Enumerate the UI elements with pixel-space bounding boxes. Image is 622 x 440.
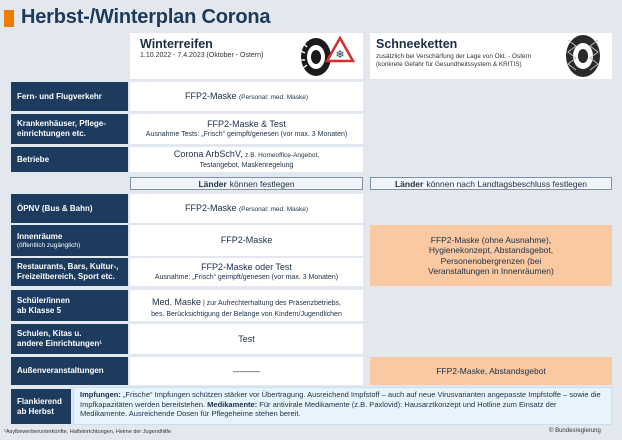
row-label-text: Fern- und Flugverkehr	[17, 91, 102, 101]
copyright: © Bundesregierung	[549, 428, 601, 434]
row-label-text: Krankenhäuser, Pflege-	[17, 119, 106, 128]
rule-text: FFP2-Maske & Test	[207, 119, 286, 129]
footnote: ¹Asylbewerberunterkünfte, Hafteinrichtungen, Heime der Jugendhilfe	[4, 429, 171, 435]
cell-fernverkehr-winter	[130, 82, 363, 111]
winterreifen-title: Winterreifen	[140, 37, 213, 51]
svg-text:❄: ❄	[335, 48, 345, 61]
row-label-text: ÖPNV (Bus & Bahn)	[17, 203, 93, 213]
row-label-text: Flankierend	[17, 396, 62, 406]
rule-note: z.B. Homeoffice-Angebot,	[245, 152, 320, 159]
row-label-fernverkehr	[11, 82, 128, 111]
row-label-text: Restaurants, Bars, Kultur-,	[17, 262, 119, 271]
laender-text: können festlegen	[229, 178, 295, 189]
impfungen-text: „Frische“ Impfungen schützen stärker vor Übertragung. Ausreichend Impfstoff – auch auf neue Virusvarianten angepasste Impfstoffe – sowie die Impfkapazitäten werden bereitstehen.	[80, 390, 601, 409]
cell-schulen-winter	[130, 324, 363, 354]
rule-note: Testangebot, Maskenregelung	[199, 162, 294, 169]
laender-schneeketten-banner	[370, 177, 612, 190]
cell-restaurants-winter	[130, 258, 363, 286]
row-label-schulen	[11, 324, 128, 354]
medikamente-text: Für antivirale Medikamente (z.B. Paxlovid): Hausarztkonzept und Hotline zum Einsatz der Medikamente. Ausreichende Dosen für Pflegeheime stehen bereit.	[80, 399, 557, 418]
rule-text: Test	[238, 333, 255, 344]
title-accent-bar	[4, 10, 14, 27]
cell-krankenhaeuser-winter	[130, 114, 363, 144]
row-label-krankenhaeuser	[11, 114, 128, 144]
schneeketten-subtitle-line1: zusätzlich bei Verschärfung der Lage von Okt. - Ostern	[376, 53, 532, 60]
snow-chain-tire-icon	[558, 34, 608, 78]
flankierend-text-box	[73, 387, 612, 425]
laender-bold: Länder	[198, 178, 227, 189]
schneeketten-title: Schneeketten	[376, 37, 458, 51]
rule-note: | zur Aufrechterhaltung des Präsenzbetriebs,	[201, 300, 341, 307]
rule-text: Corona ArbSchV,	[173, 149, 243, 159]
winterreifen-subtitle: 1.10.2022 - 7.4.2023 (Oktober - Ostern)	[140, 52, 264, 59]
winterreifen-header	[130, 33, 363, 79]
rule-note: Ausnahme Tests: „Frisch“ geimpft/genesen (vor max. 3 Monaten)	[145, 131, 348, 138]
row-label-text: Schüler/innen	[17, 295, 70, 305]
rule-text: FFP2-Maske	[184, 202, 237, 213]
rule-note: (Personal: med. Maske)	[239, 205, 309, 213]
laender-text: können nach Landtagsbeschluss festlegen	[426, 178, 588, 189]
schneeketten-rule-line: Veranstaltungen in Innenräumen)	[428, 266, 554, 276]
cell-betriebe-winter	[130, 147, 363, 172]
schneeketten-header	[370, 33, 612, 79]
rule-text: Med. Maske	[152, 297, 202, 307]
schneeketten-rule-line: Personenobergrenzen (bei	[440, 255, 542, 266]
row-label-text: Betriebe	[17, 154, 50, 164]
row-label-text: Freizeitbereich, Sport etc.	[17, 272, 115, 281]
rule-note: (Personal: med. Maske)	[239, 93, 309, 101]
row-label-aussenveranstaltungen	[11, 357, 128, 385]
rule-text: FFP2-Maske	[184, 90, 237, 101]
schneeketten-rule-line: Hygienekonzept, Abstandsgebot,	[428, 245, 554, 255]
row-label-innenraeume	[11, 225, 128, 256]
rule-note: Ausnahme: „Frisch“ geimpft/genesen (vor max. 3 Monaten)	[154, 274, 339, 281]
rule-note: bes. Berücksichtigung der Belange von Kindern/Jugendlichen	[151, 311, 342, 318]
schneeketten-aussen-cell	[370, 357, 612, 385]
page-title: Herbst-/Winterplan Corona	[21, 6, 271, 28]
rule-text: FFP2-Maske	[220, 235, 273, 245]
medikamente-label: Medikamente:	[207, 399, 258, 409]
cell-oepnv-winter	[130, 194, 363, 223]
row-label-text: ab Klasse 5	[17, 305, 62, 315]
row-label-text: einrichtungen etc.	[17, 129, 86, 138]
rule-text: FFP2-Maske oder Test	[201, 262, 292, 272]
laender-bold: Länder	[394, 178, 424, 189]
schneeketten-rule-line: FFP2-Maske (ohne Ausnahme),	[430, 234, 552, 245]
row-label-text: Außenveranstaltungen	[17, 366, 104, 375]
schneeketten-subtitle	[376, 53, 531, 69]
cell-innenraeume-winter	[130, 225, 363, 256]
row-label-flankierend	[11, 389, 71, 424]
row-label-betriebe	[11, 147, 128, 172]
cell-aussen-winter	[130, 357, 363, 385]
laender-winter-banner	[130, 177, 363, 190]
row-label-schueler	[11, 290, 128, 321]
tire-with-snowflake-warning-icon	[290, 33, 356, 77]
row-label-text: andere Einrichtungen¹	[17, 339, 102, 348]
schneeketten-subtitle-line2: (konkrete Gefahr für Gesundheitssystem & KRITIS)	[376, 61, 522, 68]
impfungen-label: Impfungen:	[80, 390, 121, 399]
row-label-text: Innenräume	[17, 231, 63, 241]
row-label-restaurants	[11, 258, 128, 286]
row-label-text: ab Herbst	[17, 406, 54, 416]
row-label-note: (öffentlich zugänglich)	[17, 241, 81, 249]
cell-schueler-winter	[130, 290, 363, 321]
schneeketten-rule-line: FFP2-Maske, Abstandsgebot	[436, 365, 546, 376]
row-label-oepnv	[11, 194, 128, 223]
schneeketten-innenraeume-cell	[370, 225, 612, 286]
rule-text: ———	[233, 365, 260, 376]
row-label-text: Schulen, Kitas u.	[17, 329, 82, 338]
